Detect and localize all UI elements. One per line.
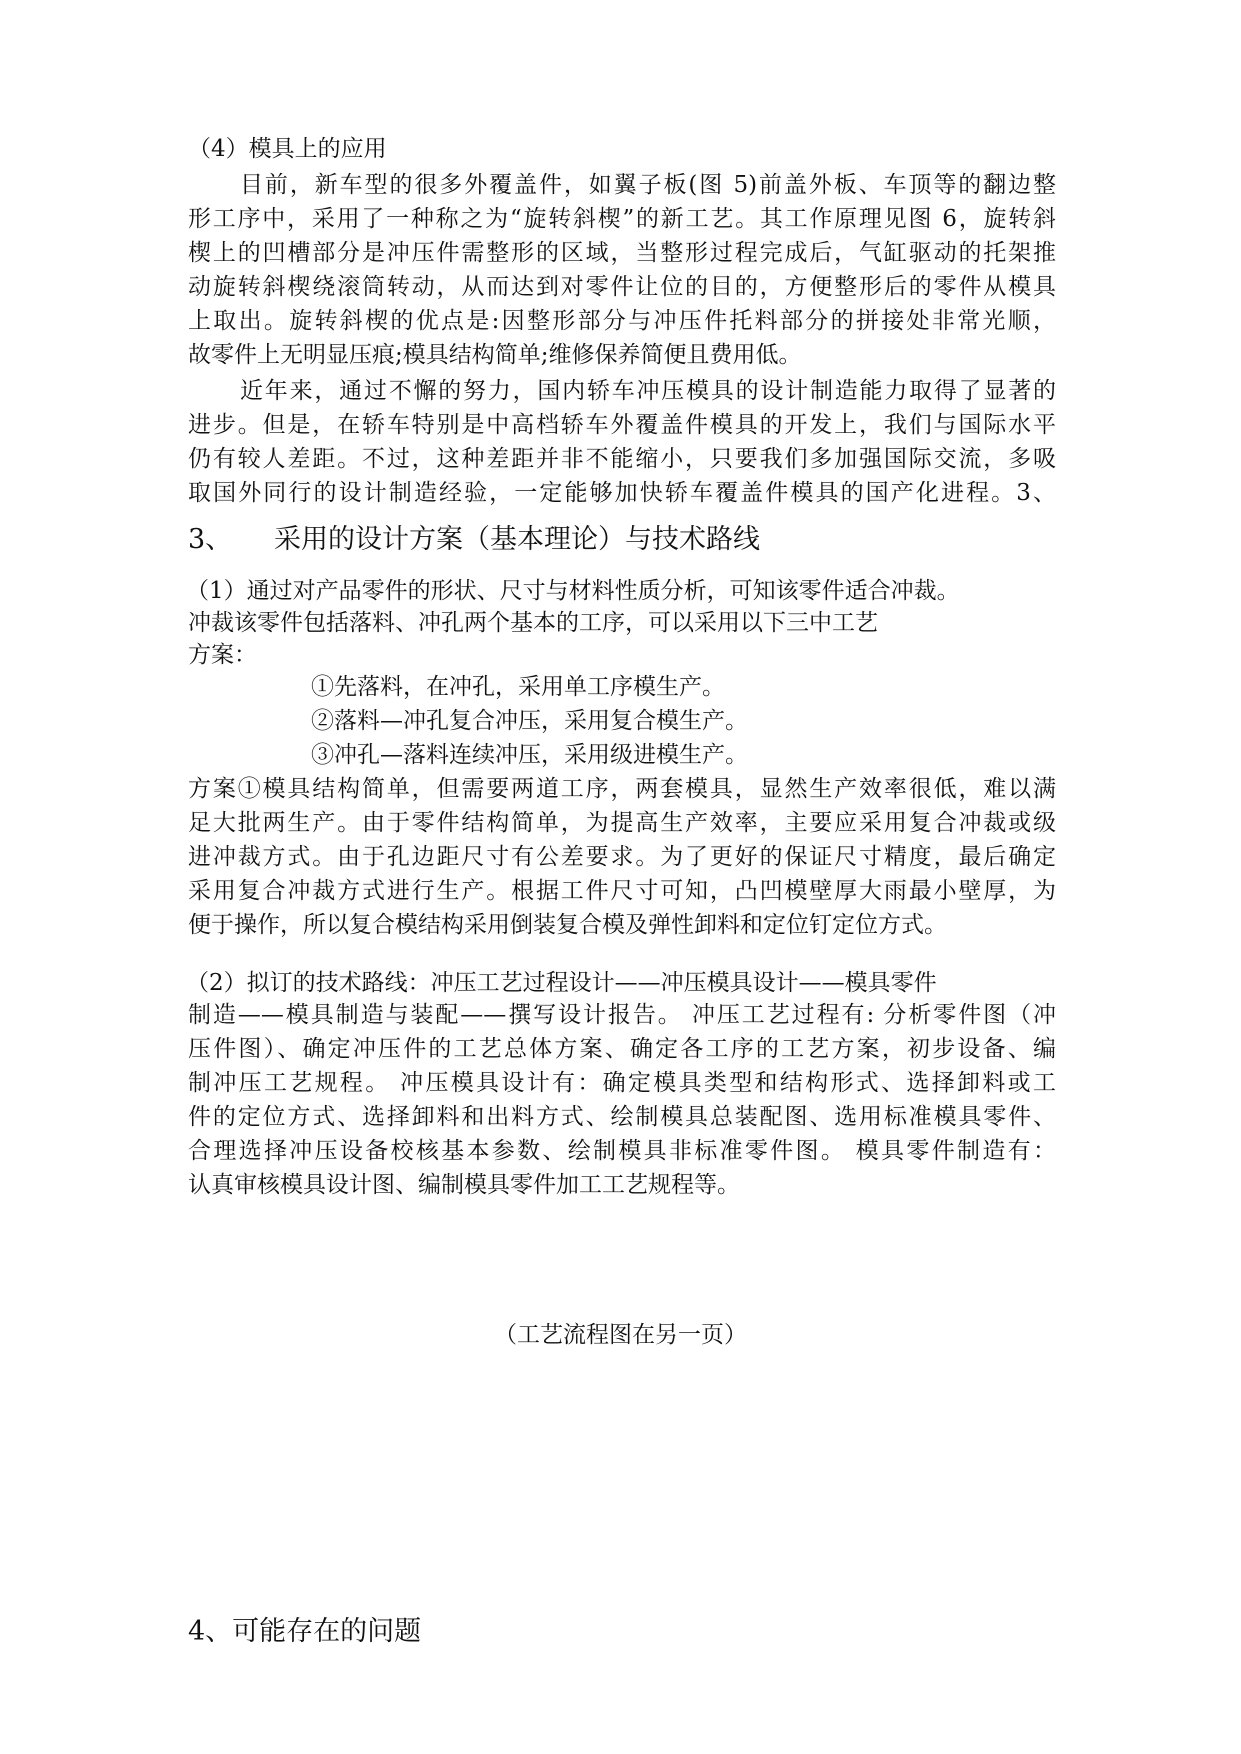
paragraph-line: 制冲压工艺规程。 冲压模具设计有：确定模具类型和结构形式、选择卸料或工 xyxy=(188,1070,1056,1096)
paragraph-line: 认真审核模具设计图、编制模具零件加工工艺规程等。 xyxy=(188,1172,740,1198)
paragraph-line: 目前，新车型的很多外覆盖件，如翼子板(图 5)前盖外板、车顶等的翻边整 xyxy=(240,172,1056,198)
subsection-heading: （4）模具上的应用 xyxy=(188,136,387,162)
flowchart-note: （工艺流程图在另一页） xyxy=(494,1322,747,1348)
paragraph-line: （2）拟订的技术路线：冲压工艺过程设计——冲压模具设计——模具零件 xyxy=(186,970,937,996)
option-item: ③冲孔—落料连续冲压，采用级进模生产。 xyxy=(311,742,748,768)
paragraph-line: 采用复合冲裁方式进行生产。根据工件尺寸可知，凸凹模壁厚大雨最小壁厚，为 xyxy=(188,878,1056,904)
paragraph-line: 方案： xyxy=(188,642,257,668)
paragraph-line: 进步。但是，在轿车特别是中高档轿车外覆盖件模具的开发上，我们与国际水平 xyxy=(188,412,1056,438)
paragraph-line: 便于操作，所以复合模结构采用倒装复合模及弹性卸料和定位钉定位方式。 xyxy=(188,912,947,938)
paragraph-line: 压件图）、确定冲压件的工艺总体方案、确定各工序的工艺方案，初步设备、编 xyxy=(188,1036,1056,1062)
paragraph-line: （1）通过对产品零件的形状、尺寸与材料性质分析，可知该零件适合冲裁。 xyxy=(186,578,960,604)
paragraph-line: 制造——模具制造与装配——撰写设计报告。 冲压工艺过程有: 分析零件图（冲 xyxy=(188,1002,1056,1028)
paragraph-line: 楔上的凹槽部分是冲压件需整形的区域，当整形过程完成后，气缸驱动的托架推 xyxy=(188,240,1056,266)
paragraph-line: 取国外同行的设计制造经验，一定能够加快轿车覆盖件模具的国产化进程。3、 xyxy=(188,480,1056,506)
paragraph-line: 近年来，通过不懈的努力，国内轿车冲压模具的设计制造能力取得了显著的 xyxy=(240,378,1056,404)
paragraph-line: 方案①模具结构简单，但需要两道工序，两套模具，显然生产效率很低，难以满 xyxy=(188,776,1056,802)
paragraph-line: 形工序中，采用了一种称之为“旋转斜楔”的新工艺。其工作原理见图 6，旋转斜 xyxy=(188,206,1056,232)
section-title: 采用的设计方案（基本理论）与技术路线 xyxy=(274,524,760,555)
section-heading xyxy=(188,520,760,560)
paragraph-line: 进冲裁方式。由于孔边距尺寸有公差要求。为了更好的保证尺寸精度，最后确定 xyxy=(188,844,1056,870)
paragraph-line: 动旋转斜楔绕滚筒转动，从而达到对零件让位的目的，方便整形后的零件从模具 xyxy=(188,274,1056,300)
paragraph-line: 冲裁该零件包括落料、冲孔两个基本的工序，可以采用以下三中工艺 xyxy=(188,610,878,636)
paragraph-line: 件的定位方式、选择卸料和出料方式、绘制模具总装配图、选用标准模具零件、 xyxy=(188,1104,1056,1130)
paragraph-line: 合理选择冲压设备校核基本参数、绘制模具非标准零件图。 模具零件制造有： xyxy=(188,1138,1056,1164)
paragraph-line: 仍有较人差距。不过，这种差距并非不能缩小，只要我们多加强国际交流，多吸 xyxy=(188,446,1056,472)
paragraph-line: 上取出。旋转斜楔的优点是:因整形部分与冲压件托料部分的拼接处非常光顺， xyxy=(188,308,1056,334)
paragraph-line: 足大批两生产。由于零件结构简单，为提高生产效率，主要应采用复合冲裁或级 xyxy=(188,810,1056,836)
paragraph-line: 故零件上无明显压痕;模具结构简单;维修保养简便且费用低。 xyxy=(188,342,802,368)
option-item: ①先落料，在冲孔，采用单工序模生产。 xyxy=(311,674,725,700)
section-heading-4: 4、可能存在的问题 xyxy=(188,1616,422,1647)
section-number: 3、 xyxy=(188,524,233,555)
option-item: ②落料—冲孔复合冲压，采用复合模生产。 xyxy=(311,708,748,734)
